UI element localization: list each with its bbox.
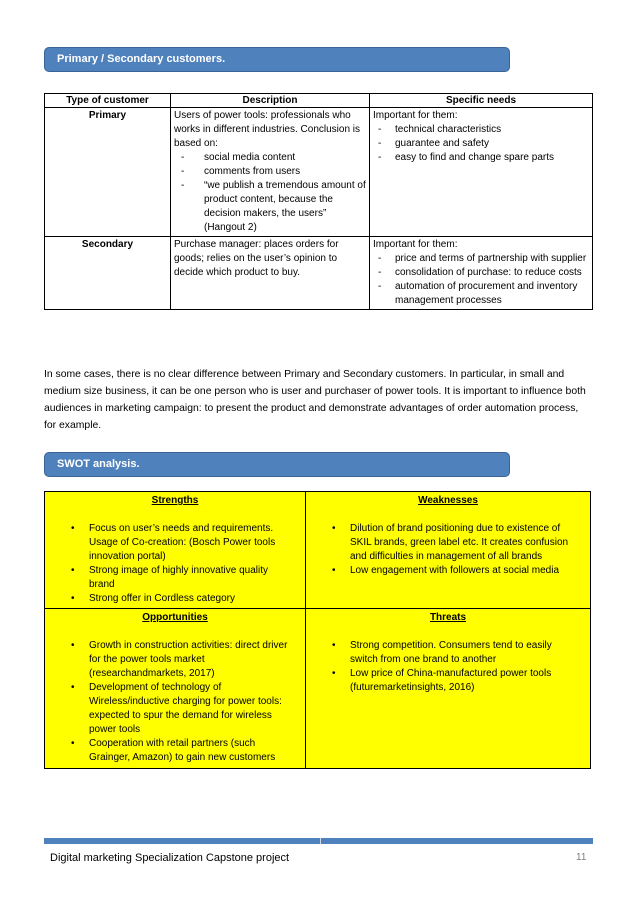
list-item: - automation of procurement and inventory management processes [373,280,589,308]
swot-heading: Opportunities [142,612,208,623]
customer-description: Purchase manager: places orders for goods; relies on the user’s opinion to decide which product to buy. [171,237,370,310]
needs-intro: Important for them: [373,239,458,250]
list-item: • Low engagement with followers at social media [310,564,578,578]
list-item: • Focus on user’s needs and requirements. Usage of Co-creation: (Bosch Power tools innovation portal) [49,522,293,564]
column-header: Type of customer [45,94,171,108]
table-row [45,108,593,237]
opportunities-list [49,639,301,765]
footer-title: Digital marketing Specialization Capstone project [50,852,290,864]
table-row [45,237,593,310]
customer-needs [370,108,593,237]
swot-heading: Strengths [151,495,199,506]
list-item: - consolidation of purchase: to reduce costs [373,266,589,280]
list-item: • Strong image of highly innovative quality brand [49,564,293,592]
list-item: - comments from users [174,165,366,179]
list-item: - “we publish a tremendous amount of product content, because the decision makers, the users” (Hangout 2) [174,179,366,235]
footer-rule [44,838,320,844]
list-item: - easy to find and change spare parts [373,151,589,165]
swot-threats [306,609,591,769]
table-header-row [45,94,593,108]
column-header: Specific needs [370,94,593,108]
swot-strengths [45,492,306,609]
customers-table [44,93,593,310]
list-item: • Strong offer in Cordless category [49,592,293,606]
list-item: • Dilution of brand positioning due to existence of SKIL brands, green label etc. It creates confusion and difficulties in management of all brands [310,522,578,564]
section-title: Primary / Secondary customers. [57,53,226,65]
threats-list [310,639,586,695]
swot-weaknesses [306,492,591,609]
list-item: • Development of technology of Wireless/inductive charging for power tools: expected to spur the demand for wireless power tools [49,681,293,737]
strengths-list [49,522,301,606]
needs-intro: Important for them: [373,110,458,121]
list-item: - technical characteristics [373,123,589,137]
list-item: • Cooperation with retail partners (such Grainger, Amazon) to gain new customers [49,737,293,765]
footer-rule [320,838,593,844]
description-list [174,151,366,235]
list-item: • Strong competition. Consumers tend to easily switch from one brand to another [310,639,578,667]
customer-description [171,108,370,237]
section-banner-swot [44,452,510,477]
section-banner-customers [44,47,510,72]
swot-table [44,491,591,769]
customer-type: Primary [45,108,171,237]
column-header: Description [171,94,370,108]
page-number: 11 [576,852,587,863]
customer-type: Secondary [45,237,171,310]
swot-heading: Weaknesses [418,495,478,506]
swot-heading: Threats [429,612,467,623]
list-item: - guarantee and safety [373,137,589,151]
needs-list [373,123,589,165]
needs-list [373,252,589,308]
swot-opportunities [45,609,306,769]
customer-needs [370,237,593,310]
list-item: • Growth in construction activities: direct driver for the power tools market (researchandmarkets, 2017) [49,639,293,681]
description-intro: Users of power tools: professionals who works in different industries. Conclusion is based on: [174,110,361,149]
list-item: - social media content [174,151,366,165]
section-title: SWOT analysis. [57,458,140,470]
list-item: • Low price of China-manufactured power tools (futuremarketinsights, 2016) [310,667,578,695]
weaknesses-list [310,522,586,578]
list-item: - price and terms of partnership with supplier [373,252,589,266]
body-paragraph: In some cases, there is no clear difference between Primary and Secondary customers. In particular, in small and medium size business, it can be one person who is user and purchaser of power tools. It is important to influence both audiences in marketing campaign: to present the product and demonstrate advantages of order automation process, for example. [44,369,586,431]
